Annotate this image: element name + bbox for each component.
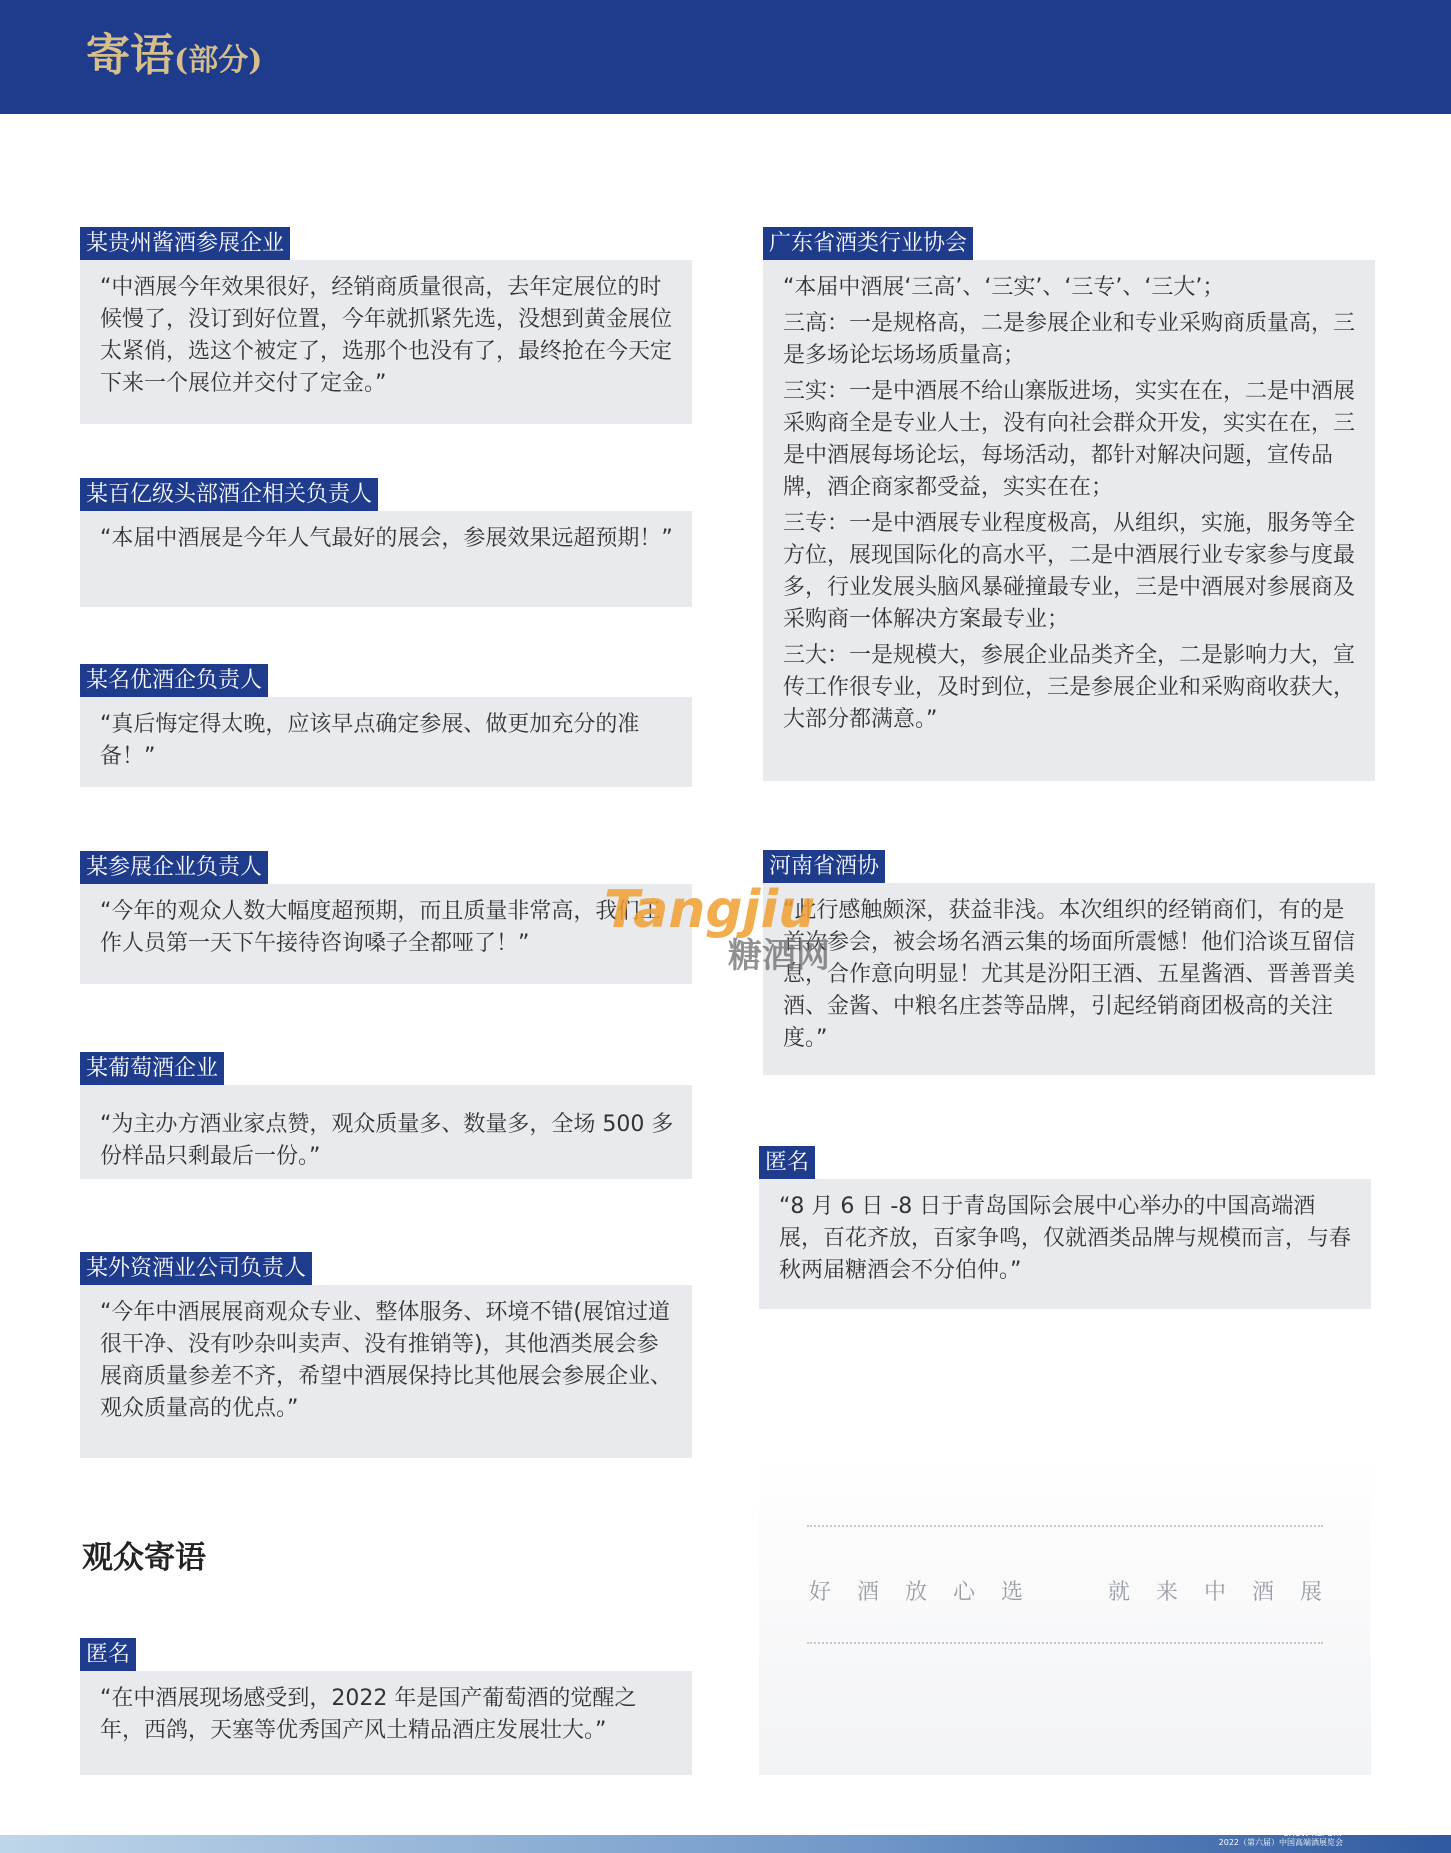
page-title-sub: (部分) (174, 43, 263, 78)
quote-text: “8 月 6 日 -8 日于青岛国际会展中心举办的中国高端酒展，百花齐放，百家争鸣，仅就酒类品牌与规模而言，与春秋两届糖酒会不分伯仲。” (779, 1194, 1352, 1283)
quote-card-body (763, 883, 1375, 1075)
quote-card-label: 某百亿级头部酒企相关负责人 (80, 478, 378, 511)
page-footer (0, 1829, 1451, 1853)
quote-card-body (763, 260, 1375, 781)
quote-text: “在中酒展现场感受到，2022 年是国产葡萄酒的觉醒之年，西鸽，天塞等优秀国产风土精品酒庄发展壮大。” (100, 1686, 637, 1743)
slogan-left: 好酒放心选 (809, 1580, 1050, 1605)
quote-card-label: 某外资酒业公司负责人 (80, 1252, 312, 1285)
dotted-divider-top (807, 1525, 1323, 1527)
quote-text: 三高：一是规格高，二是参展企业和专业采购商质量高，三是多场论坛场场质量高； (783, 311, 1356, 368)
quote-text: “真后悔定得太晚，应该早点确定参展、做更加充分的准备！” (100, 712, 640, 769)
quote-card-body (80, 1671, 692, 1775)
quote-card-label: 某名优酒企负责人 (80, 664, 268, 697)
quote-text: “本届中酒展是今年人气最好的展会，参展效果远超预期！” (100, 526, 673, 551)
quote-card-body (759, 1179, 1371, 1309)
quote-card-body (80, 260, 692, 424)
quote-text: “本届中酒展‘三高’、‘三实’、‘三专’、‘三大’； (783, 275, 1225, 300)
audience-section-title: 观众寄语 (82, 1540, 206, 1576)
quote-card-label: 广东省酒类行业协会 (763, 227, 973, 260)
quote-card-body (80, 511, 692, 607)
quote-card-label: 某贵州酱酒参展企业 (80, 227, 290, 260)
watermark-logo (604, 880, 854, 980)
quote-text: “今年的观众人数大幅度超预期，而且质量非常高，我们工作人员第一天下午接待咨询嗓子全都哑了！” (100, 899, 662, 956)
quote-text: “今年中酒展展商观众专业、整体服务、环境不错(展馆过道很干净、没有吵杂叫卖声、没有推销等)，其他酒类展会参展商质量参差不齐，希望中酒展保持比其他展会参展企业、观众质量高的优点。” (100, 1300, 673, 1421)
page-header (0, 0, 1451, 114)
footer-line-1: SHOW REPORT (1283, 1829, 1343, 1838)
quote-card-body (80, 697, 692, 787)
quote-card-label: 某参展企业负责人 (80, 851, 268, 884)
quote-card-body (80, 884, 692, 984)
watermark-chinese: 糖酒网 (728, 936, 830, 976)
quote-text: “中酒展今年效果很好，经销商质量很高，去年定展位的时候慢了，没订到好位置，今年就抓紧先选，没想到黄金展位太紧俏，选这个被定了，选那个也没有了，最终抢在今天定下来一个展位并交付了定金。” (100, 275, 673, 396)
footer-line-2: 2022（第六届）中国高端酒展览会 (1218, 1838, 1343, 1847)
quote-text: 三专：一是中酒展专业程度极高，从组织，实施，服务等全方位，展现国际化的高水平，二是中酒展行业专家参与度最多，行业发展头脑风暴碰撞最专业，三是中酒展对参展商及采购商一体解决方案最专业； (783, 511, 1356, 632)
page-title (86, 26, 262, 91)
quote-text: 三大：一是规模大，参展企业品类齐全，二是影响力大，宣传工作很专业，及时到位，三是参展企业和采购商收获大，大部分都满意。” (783, 643, 1356, 732)
quote-text: “为主办方酒业家点赞，观众质量多、数量多，全场 500 多份样品只剩最后一份。” (100, 1112, 674, 1169)
quote-card-body (80, 1085, 692, 1179)
quote-card-label: 某葡萄酒企业 (80, 1052, 224, 1085)
quote-text: 三实：一是中酒展不给山寨版进场，实实在在，二是中酒展采购商全是专业人士，没有向社会群众开发，实实在在，三是中酒展每场论坛，每场活动，都针对解决问题，宣传品牌，酒企商家都受益，实实在在； (783, 379, 1356, 500)
quote-text: “此行感触颇深，获益非浅。本次组织的经销商们，有的是首次参会，被会场名酒云集的场面所震憾！他们洽谈互留信息，合作意向明显！尤其是汾阳王酒、五星酱酒、晋善晋美酒、金酱、中粮名庄荟等品牌，引起经销商团极高的关注度。” (783, 898, 1356, 1051)
watermark-brand: Tangjiu (604, 880, 816, 940)
quote-card-label: 匿名 (80, 1638, 136, 1671)
footer-text (1219, 1829, 1343, 1847)
dotted-divider-bottom (807, 1642, 1323, 1644)
slogan-box (759, 1455, 1371, 1775)
slogan-right: 就来中酒展 (1108, 1580, 1349, 1605)
quote-card-body (80, 1285, 692, 1458)
page-title-main: 寄语 (86, 30, 174, 81)
quote-card-label: 河南省酒协 (763, 850, 885, 883)
quote-card-label: 匿名 (759, 1146, 815, 1179)
